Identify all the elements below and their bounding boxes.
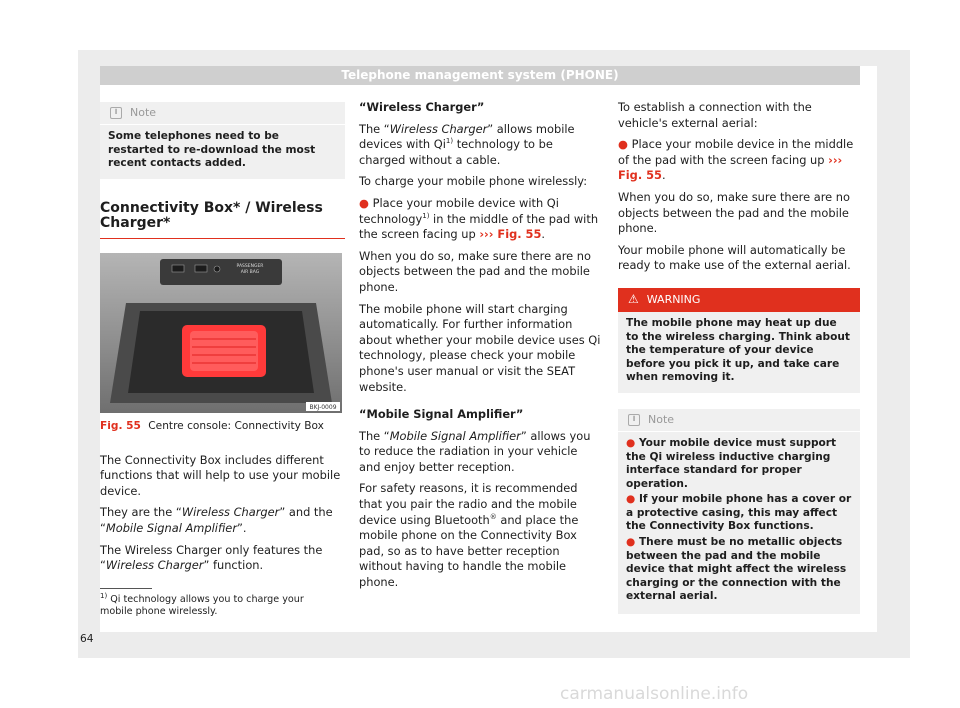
paragraph: The mobile phone will start charging automatically. For further information about whether your mobile device uses Qi technology, please check your mobile phone's user manual or visit the SEAT website. xyxy=(359,301,601,394)
footnote-text: Qi technology allows you to charge your mobile phone wirelessly. xyxy=(100,594,304,618)
note-label: Note xyxy=(648,413,675,427)
paragraph: When you do so, make sure there are no objects between the pad and the mobile phone. xyxy=(618,189,850,236)
connectivity-box-illustration xyxy=(100,253,342,413)
page-number: 64 xyxy=(80,633,94,645)
paragraph: They are the “Wireless Charger” and the “Mobile Signal Amplifier”. xyxy=(100,505,333,535)
figure-link[interactable]: ››› Fig. 55 xyxy=(618,152,843,183)
figure-caption-text: Centre console: Connectivity Box xyxy=(148,419,324,432)
page-header: Telephone management system (PHONE) xyxy=(100,66,860,85)
paragraph: The “Wireless Charger” allows mobile devices with Qi$^{1)}$ technology to be charged without a cable. xyxy=(359,121,575,167)
column-1 xyxy=(100,102,345,580)
passenger-airbag-label: PASSENGER xyxy=(236,263,264,269)
paragraph: To charge your mobile phone wirelessly: xyxy=(359,174,588,189)
airbag-label: AIR BAG xyxy=(240,269,260,275)
warning-triangle-icon: ⚠ xyxy=(628,292,639,307)
paragraph: For safety reasons, it is recommended that you pair the radio and the mobile device using Bluetooth® and place the mobile phone on the Connectivity Box pad, so as to have better reception without having to handle the mobile phone. xyxy=(359,481,579,590)
bullet-icon: ● xyxy=(618,137,628,152)
list-item: ● Your mobile device must support the Qi wireless inductive charging interface standard for proper operation. xyxy=(626,436,837,490)
figure-caption xyxy=(100,419,345,435)
list-item: ● There must be no metallic objects between the pad and the mobile device that might affect the wireless charging or the connection with the external aerial. xyxy=(626,536,847,603)
footnote-mark: 1) xyxy=(100,591,108,600)
paragraph: The “Mobile Signal Amplifier” allows you to reduce the radiation in your vehicle and enjoy better reception. xyxy=(359,428,591,474)
note-header xyxy=(100,102,345,125)
info-icon: i xyxy=(110,107,122,119)
column-2 xyxy=(359,100,602,597)
column-3 xyxy=(618,100,860,614)
note-text: Some telephones need to be restarted to re-download the most recent contacts added. xyxy=(108,130,316,170)
figure-code: BKJ-0009 xyxy=(309,403,337,411)
bullet-item: ● Place your mobile device in the middle of the pad with the screen facing up ››› Fig. 55. xyxy=(618,137,854,183)
note-box-2 xyxy=(618,409,860,614)
paragraph: When you do so, make sure there are no objects between the pad and the mobile phone. xyxy=(359,248,591,294)
paragraph: The Wireless Charger only features the “Wireless Charger” function. xyxy=(100,542,323,573)
paragraph: The Connectivity Box includes different functions that will help to use your mobile device. xyxy=(100,452,341,498)
warning-box xyxy=(618,288,860,393)
info-icon: i xyxy=(628,414,640,426)
note-box xyxy=(100,102,345,179)
section-title: Connectivity Box* / Wireless Charger* xyxy=(100,201,345,239)
bullet-item: ● Place your mobile device with Qi technology$^{1)}$ in the middle of the pad with the screen facing up ››› Fig. 55. xyxy=(359,195,599,242)
subheading-signal-amplifier: “Mobile Signal Amplifier” xyxy=(359,407,524,422)
footnote xyxy=(100,591,330,619)
paragraph: To establish a connection with the vehicle's external aerial: xyxy=(618,100,812,130)
note-list xyxy=(618,432,860,614)
note-header xyxy=(618,409,860,432)
subheading-wireless-charger: “Wireless Charger” xyxy=(359,100,485,114)
paragraph: Your mobile phone will automatically be ready to make use of the external aerial. xyxy=(618,242,851,273)
figure-image xyxy=(100,253,342,413)
warning-header xyxy=(618,288,860,312)
warning-text: The mobile phone may heat up due to the wireless charging. Think about the temperature of your device before you pick it up, and take care when removing it. xyxy=(626,316,850,384)
figure-number: Fig. 55 xyxy=(100,419,141,432)
warning-label: WARNING xyxy=(646,293,701,307)
bullet-icon: ● xyxy=(359,195,369,210)
note-label: Note xyxy=(130,106,157,120)
figure-link[interactable]: ››› Fig. 55 xyxy=(479,227,542,242)
watermark: carmanualsonline.info xyxy=(560,684,749,704)
list-item: ● If your mobile phone has a cover or a protective casing, this may affect the Connectivity Box functions. xyxy=(626,493,852,533)
footnote-rule xyxy=(100,588,152,589)
